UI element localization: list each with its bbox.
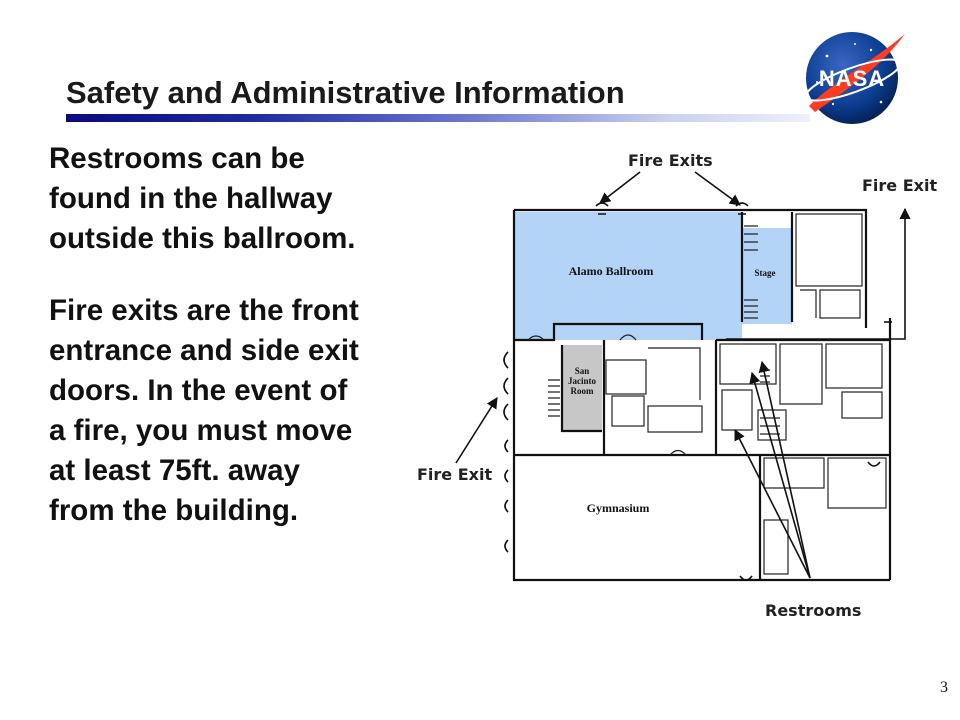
- room-label-gymnasium: Gymnasium: [586, 501, 650, 515]
- text-line: Fire exits are the front: [49, 294, 359, 327]
- room-label-alamo-ballroom: Alamo Ballroom: [568, 264, 654, 278]
- text-line: entrance and side exit: [49, 334, 359, 367]
- text-line: a fire, you must move: [49, 414, 353, 447]
- arrow-fire-exits-right: [695, 172, 740, 205]
- page-number: 3: [940, 679, 948, 696]
- text-line: at least 75ft. away: [49, 454, 300, 487]
- room-label-stage: Stage: [754, 268, 776, 278]
- arrow-restroom-2: [762, 362, 810, 578]
- slide-title: Safety and Administrative Information: [66, 75, 625, 110]
- room-label-san-jacinto-2: Jacinto: [568, 376, 596, 386]
- nasa-logo-text: NASA: [818, 66, 886, 91]
- text-line: Restrooms can be: [49, 142, 305, 175]
- text-line: found in the hallway: [49, 182, 333, 215]
- callout-restrooms: Restrooms: [765, 601, 862, 620]
- room-label-san-jacinto-1: San: [574, 366, 590, 376]
- callout-fire-exit-left: Fire Exit: [417, 465, 493, 484]
- text-line: doors. In the event of: [49, 374, 348, 407]
- arrow-fire-exit-left: [456, 398, 497, 463]
- callout-fire-exit-right: Fire Exit: [862, 176, 938, 195]
- callout-fire-exits: Fire Exits: [628, 151, 713, 170]
- arrow-fire-exits-left: [600, 172, 640, 203]
- text-line: outside this ballroom.: [49, 222, 356, 255]
- alamo-ballroom-lower: [514, 300, 554, 340]
- text-line: from the building.: [49, 494, 299, 527]
- room-label-san-jacinto-3: Room: [570, 386, 594, 396]
- arrow-restroom-1: [735, 430, 810, 578]
